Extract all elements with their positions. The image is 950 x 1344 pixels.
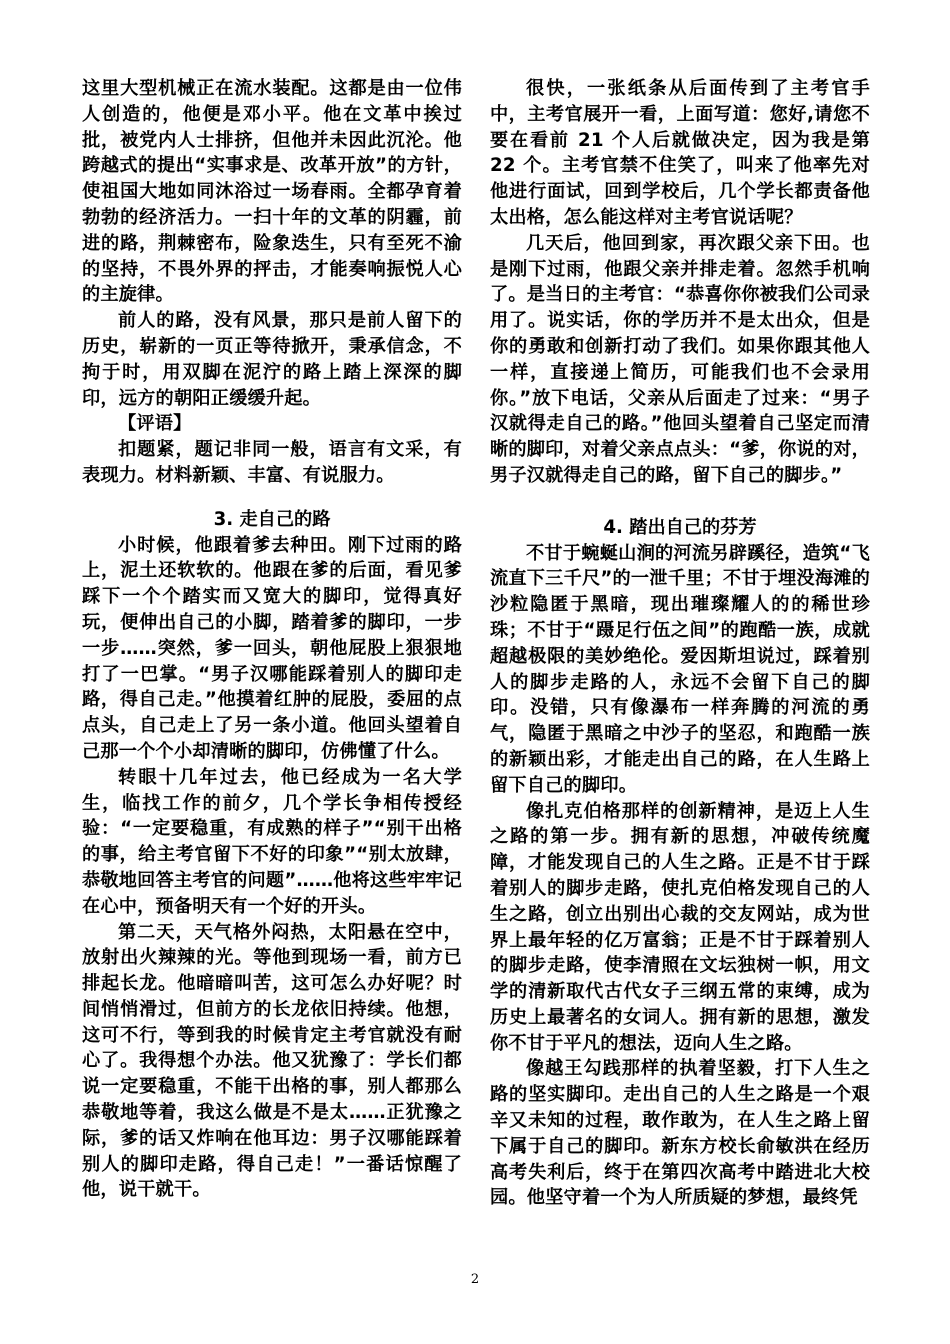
- paragraph: 前人的路，没有风景，那只是前人留下的历史，崭新的一页正等待掀开，秉承信念，不拘于时，用双脚在泥泞的路上踏上深深的脚印，远方的朝阳正缓缓升起。: [82, 310, 462, 409]
- page-number: 2: [470, 1272, 480, 1287]
- paragraph: 第二天，天气格外闷热，太阳悬在空中，放射出火辣辣的光。等他到现场一看，前方已排起长龙。他暗暗叫苦，这可怎么办好呢？时间悄悄滑过，但前方的长龙依旧持续。他想，这可不行，等到我的时候肯定主考官就没有耐心了。我得想个办法。他又犹豫了：学长们都说一定要稳重，不能干出格的事，别人都那么恭敬地等着，我这么做是不是太……正犹豫之际，爹的话又炸响在他耳边：男子汉哪能踩着别人的脚印走路，得自己走！”一番话惊醒了他，说干就干。: [82, 921, 462, 1201]
- right-column: [490, 76, 870, 1211]
- paragraph: 小时候，他跟着爹去种田。刚下过雨的路上，泥土还软软的。他跟在爹的后面，看见爹踩下一个个踏实而又宽大的脚印，觉得真好玩，便伸出自己的小脚，踏着爹的脚印，一步一步……突然，爹一回头，朝他屁股上狠狠地打了一巴掌。“男子汉哪能踩着别人的脚印走路，得自己走。”他摸着红肿的屁股，委屈的点点头，自己走上了另一条小道。他回头望着自己那一个个小却清晰的脚印，仿佛懂了什么。: [82, 534, 462, 762]
- paragraph: 这里大型机械正在流水装配。这都是由一位伟人创造的，他便是邓小平。他在文革中挨过批，被党内人士排挤，但他并未因此沉沦。他跨越式的提出“实事求是、改革开放”的方针，使祖国大地如同沐浴过一场春雨。全都孕育着勃勃的经济活力。一扫十年的文革的阴霾，前进的路，荆棘密布，险象迭生，只有至死不渝的坚持，不畏外界的抨击，才能奏响振悦人心的主旋律。: [82, 78, 462, 306]
- paragraph: 像越王勾践那样的执着坚毅，打下人生之路的坚实脚印。走出自己的人生之路是一个艰辛又未知的过程，敢作敢为，在人生之路上留下属于自己的脚印。新东方校长俞敏洪在经历高考失利后，终于在第四次高考中踏进北大校园。他坚守着一个为人所质疑的梦想，最终凭: [490, 1058, 870, 1209]
- paragraph: 转眼十几年过去，他已经成为一名大学生，临找工作的前夕，几个学长争相传授经验：“一定要稳重，有成熟的样子”“别干出格的事，给主考官留下不好的印象”“别太放肆，恭敬地回答主考官的问题”……他将这些牢牢记在心中，预备明天有一个好的开头。: [82, 766, 462, 917]
- comment-text: 扣题紧，题记非同一般，语言有文采，有表现力。材料新颖、丰富、有说服力。: [82, 439, 462, 486]
- comment-label: 【评语】: [118, 413, 192, 435]
- paragraph: 很快，一张纸条从后面传到了主考官手中，主考官展开一看，上面写道：您好,请您不要在看前 21 个人后就做决定，因为我是第 22 个。主考官禁不住笑了，叫来了他率先对他进行面试，回到学校后，几个学长都责备他太出格，怎么能这样对主考官说话呢？: [490, 78, 870, 228]
- paragraph: 几天后，他回到家，再次跟父亲下田。也是刚下过雨，他跟父亲并排走着。忽然手机响了。是当日的主考官：“恭喜你你被我们公司录用了。说实话，你的学历并不是太出众，但是你的勇敢和创新打动了我们。如果你跟其他人一样，直接递上简历，可能我们也不会录用你。”放下电话，父亲从后面走了过来：“男子汉就得走自己的路。”他回头望着自己坚定而清晰的脚印，对着父亲点点头：“爹，你说的对，男子汉就得走自己的路，留下自己的脚步。”: [490, 232, 870, 486]
- section-title: 4. 踏出自己的芬芳: [603, 516, 757, 538]
- paragraph: 不甘于蜿蜒山涧的河流另辟蹊径，造筑“飞流直下三千尺”的一泄千里；不甘于埋没海滩的沙粒隐匿于黑暗，现出璀璨耀人的的稀世珍珠；不甘于“蹑足行伍之间”的跑酷一族，成就超越极限的美妙绝伦。爱因斯坦说过，踩着别人的脚步走路的人，永远不会留下自己的脚印。没错，只有像瀑布一样奔腾的河流的勇气，隐匿于黑暗之中沙子的坚忍，和跑酷一族的新颖出彩，才能走出自己的路，在人生路上留下自己的脚印。: [490, 542, 870, 796]
- section-title: 3. 走自己的路: [213, 508, 331, 530]
- left-column: [82, 76, 462, 1203]
- paragraph: 像扎克伯格那样的创新精神，是迈上人生之路的第一步。拥有新的思想，冲破传统魔障，才能发现自己的人生之路。正是不甘于踩着别人的脚步走路，使扎克伯格发现自己的人生之路，创立出别出心裁的交友网站，成为世界上最年轻的亿万富翁；正是不甘于踩着别人的脚步走路，使李清照在文坛独树一帜，用文学的清新取代古代女子三纲五常的束缚，成为历史上最著名的女词人。拥有新的思想，激发你不甘于平凡的想法，迈向人生之路。: [490, 800, 870, 1054]
